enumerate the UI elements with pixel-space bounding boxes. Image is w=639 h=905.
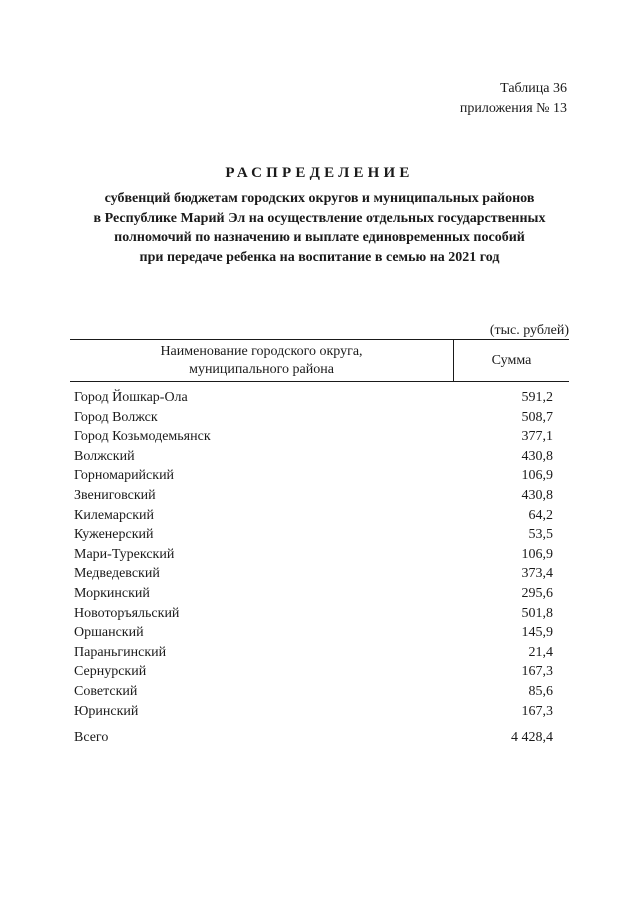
table-body — [74, 388, 553, 721]
header-name-line: Наименование городского округа, — [160, 343, 363, 359]
table-total-row — [74, 728, 553, 748]
table-row — [74, 682, 553, 702]
table-row — [74, 643, 553, 663]
row-name: Сернурский — [74, 664, 147, 680]
row-sum: 53,5 — [528, 527, 553, 543]
subtitle-line: в Республике Марий Эл на осуществление отдельных государственных — [93, 210, 546, 226]
table-row — [74, 623, 553, 643]
subtitle-line: субвенций бюджетам городских округов и муниципальных районов — [104, 191, 535, 206]
table-row — [74, 702, 553, 722]
row-name: Килемарский — [74, 507, 155, 523]
row-sum: 501,8 — [521, 605, 553, 621]
table-row — [74, 525, 553, 545]
table-row — [74, 427, 553, 447]
row-name: Город Йошкар-Ола — [74, 390, 188, 405]
table-header — [70, 339, 569, 382]
row-sum: 430,8 — [521, 487, 553, 503]
subtitle-line: при передаче ребенка на воспитание в семью на 2021 год — [139, 249, 500, 265]
table-row — [74, 545, 553, 565]
row-name: Параньгинский — [74, 644, 167, 660]
header-sum-column: Сумма — [491, 352, 532, 368]
row-name: Юринский — [74, 703, 139, 719]
table-reference — [460, 79, 567, 119]
row-name: Медведевский — [74, 566, 160, 582]
subtitle-line: полномочий по назначению и выплате единовременных пособий — [114, 230, 525, 245]
row-name: Советский — [74, 683, 138, 699]
table-row — [74, 447, 553, 467]
row-name: Мари-Турекский — [74, 546, 175, 562]
table-row — [74, 388, 553, 408]
table-row — [74, 604, 553, 624]
row-sum: 377,1 — [521, 429, 553, 445]
table-row — [74, 486, 553, 506]
row-name: Звениговский — [74, 487, 156, 503]
header-name-line: муниципального района — [189, 361, 334, 377]
header-name-column — [70, 340, 454, 381]
document-subtitle — [60, 189, 579, 267]
row-sum: 167,3 — [521, 703, 553, 719]
row-name: Волжский — [74, 448, 135, 464]
table-row — [74, 564, 553, 584]
table-number: Таблица 36 — [500, 81, 567, 96]
row-name: Оршанский — [74, 625, 144, 641]
row-sum: 21,4 — [528, 644, 553, 660]
row-name: Моркинский — [74, 585, 150, 601]
row-sum: 85,6 — [528, 683, 553, 699]
row-sum: 106,9 — [521, 546, 553, 562]
row-sum: 591,2 — [521, 390, 553, 405]
table-row — [74, 408, 553, 428]
row-name: Город Волжск — [74, 409, 158, 425]
row-sum: 106,9 — [521, 468, 553, 484]
row-sum: 64,2 — [528, 507, 553, 523]
table-row — [74, 584, 553, 604]
table-row — [74, 506, 553, 526]
unit-label: (тыс. рублей) — [489, 323, 569, 338]
row-sum: 167,3 — [521, 664, 553, 680]
table-row — [74, 662, 553, 682]
row-sum: 145,9 — [521, 625, 553, 641]
total-sum: 4 428,4 — [511, 730, 553, 745]
document-title: РАСПРЕДЕЛЕНИЕ — [225, 165, 414, 181]
table-row — [74, 466, 553, 486]
row-name: Новоторъяльский — [74, 605, 180, 621]
appendix-number: приложения № 13 — [459, 101, 567, 116]
total-label: Всего — [74, 730, 109, 745]
row-sum: 295,6 — [521, 585, 553, 601]
row-name: Куженерский — [74, 527, 154, 543]
row-sum: 373,4 — [521, 566, 553, 582]
row-sum: 508,7 — [521, 409, 553, 425]
row-sum: 430,8 — [521, 448, 553, 464]
row-name: Горномарийский — [74, 468, 175, 484]
row-name: Город Козьмодемьянск — [74, 429, 211, 445]
